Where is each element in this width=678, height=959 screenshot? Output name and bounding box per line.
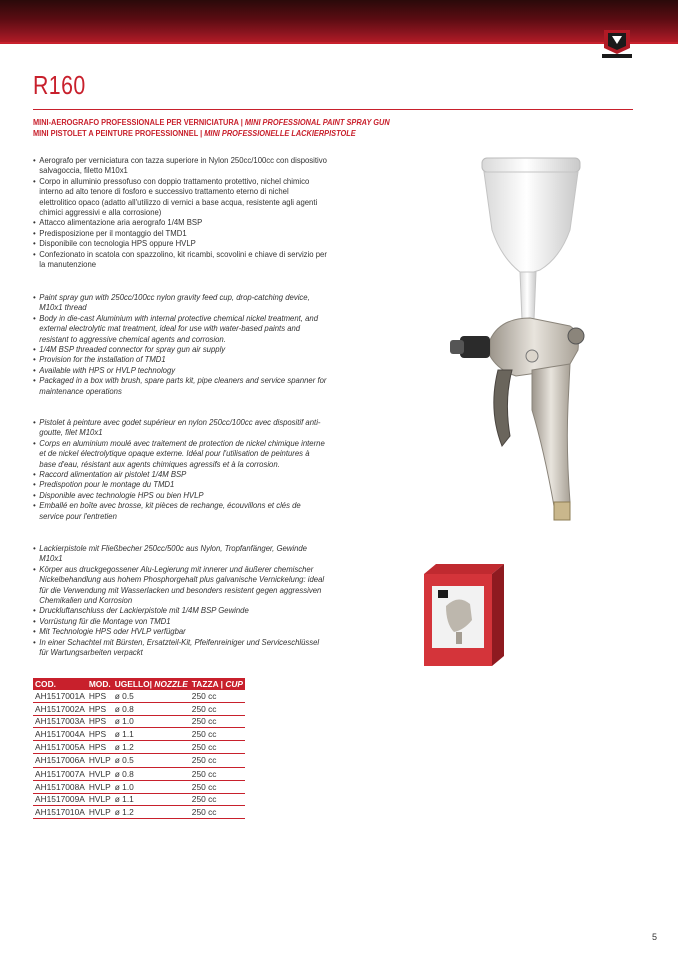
cell-cup: 250 cc — [190, 767, 245, 780]
feature-item: • Available with HPS or HVLP technology — [33, 365, 327, 375]
table-row — [33, 728, 245, 741]
cell-mod: HVLP — [88, 781, 111, 792]
table-row — [33, 690, 245, 702]
cell-cod: AH1517008A — [35, 781, 85, 792]
table-row — [33, 715, 245, 728]
cell-nozzle: ø 1.0 — [113, 780, 190, 793]
cell-cod: AH1517009A — [35, 794, 85, 805]
cell-nozzle: ø 0.5 — [113, 690, 190, 702]
cell-nozzle: ø 0.8 — [113, 702, 190, 715]
feature-item: • Predisposizione per il montaggio del TMD1 — [33, 228, 327, 238]
table-row — [33, 753, 245, 767]
header-bar — [0, 0, 678, 42]
cell-cup: 250 cc — [190, 690, 245, 702]
cell-mod: HVLP — [88, 807, 111, 818]
col-nozzle-it: UGELLO| — [114, 679, 155, 689]
col-nozzle-en: NOZZLE — [154, 679, 188, 689]
feature-item: • 1/4M BSP threaded connector for spray gun air supply — [33, 344, 327, 354]
cell-cod: AH1517007A — [35, 768, 85, 779]
table-row — [33, 793, 245, 806]
table-row — [33, 780, 245, 793]
feature-item: • Paint spray gun with 250cc/100cc nylon gravity feed cup, drop-catching device, M10x1 thread — [33, 292, 327, 313]
col-cup-en: CUP — [225, 679, 243, 689]
title-divider — [33, 109, 633, 110]
cell-cup: 250 cc — [190, 793, 245, 806]
feature-item: • Aerografo per verniciatura con tazza superiore in Nylon 250cc/100cc con dispositivo salvagoccia, filetto M10x1 — [33, 155, 327, 176]
feature-item: • Predispotion pour le montage du TMD1 — [33, 479, 327, 489]
cell-mod: HPS — [87, 702, 113, 715]
cell-cod: AH1517006A — [35, 755, 85, 766]
cell-nozzle: ø 1.1 — [113, 728, 190, 741]
table-row — [33, 741, 245, 754]
french-features — [33, 417, 360, 521]
subtitle-line1-it: MINI-AEROGRAFO PROFESSIONALE PER VERNICIATURA | — [33, 117, 245, 127]
feature-item: • Druckluftanschluss der Lackierpistole mit 1/4M BSP Gewinde — [33, 605, 327, 615]
feature-item: • In einer Schachtel mit Bürsten, Ersatzteil-Kit, Pfeifenreiniger und Serviceschlüssel für Wartungsarbeiten verpackt — [33, 637, 327, 658]
feature-item: • Raccord alimentation air pistolet 1/4M BSP — [33, 469, 327, 479]
col-cup-it: TAZZA | — [191, 679, 226, 689]
cell-cod: AH1517005A — [35, 742, 85, 753]
table-header-row — [33, 678, 245, 690]
feature-item: • Pistolet à peinture avec godet supérieur en nylon 250cc/100cc avec dispositif anti-goutte, filet M10x1 — [33, 417, 327, 438]
page-title: R160 — [33, 70, 86, 100]
feature-item: • Disponibile con tecnologia HPS oppure HVLP — [33, 238, 327, 248]
product-box-image — [418, 560, 508, 668]
cell-mod: HVLP — [88, 768, 111, 779]
cell-nozzle: ø 1.1 — [113, 793, 190, 806]
cell-cup: 250 cc — [190, 753, 245, 767]
feature-item: • Disponible avec technologie HPS ou bien HVLP — [33, 490, 327, 500]
feature-item: • Attacco alimentazione aria aerografo 1/4M BSP — [33, 217, 327, 227]
feature-item: • Packaged in a box with brush, spare parts kit, pipe cleaners and service spanner for maintenance operations — [33, 375, 327, 396]
product-subtitle — [33, 117, 394, 139]
spray-gun-image — [420, 150, 610, 530]
cell-mod: HPS — [87, 715, 113, 728]
english-features — [33, 292, 360, 396]
cell-cod: AH1517001A — [35, 690, 85, 701]
subtitle-line2-fr: MINI PISTOLET A PEINTURE PROFESSIONNEL | — [33, 128, 205, 138]
feature-item: • Confezionato in scatola con spazzolino, kit ricambi, scovolini e chiave di servizio per la manutenzione — [33, 249, 327, 270]
cell-cup: 250 cc — [190, 702, 245, 715]
col-cup — [190, 678, 245, 690]
cell-mod: HPS — [87, 728, 113, 741]
italian-features — [33, 155, 360, 269]
cell-cup: 250 cc — [190, 806, 245, 819]
brand-logo-icon — [600, 30, 634, 60]
subtitle-line1-en: MINI PROFESSIONAL PAINT SPRAY GUN — [244, 117, 390, 127]
cell-mod: HPS — [87, 741, 113, 754]
feature-item: • Corps en aluminium moulé avec traitement de protection de nickel chimique interne et de nickel électrolytique opaque externe. Idéal pour l'utilisation de peintures à base d'eau, résistant aux agents chimiques agressifs et à la corrosion. — [33, 438, 327, 469]
cell-mod: HPS — [87, 690, 113, 702]
table-row — [33, 702, 245, 715]
cell-nozzle: ø 1.0 — [113, 715, 190, 728]
cell-nozzle: ø 1.2 — [113, 806, 190, 819]
cell-mod: HVLP — [88, 794, 111, 805]
cell-nozzle: ø 0.8 — [113, 767, 190, 780]
cell-cup: 250 cc — [190, 715, 245, 728]
feature-item: • Mit Technologie HPS oder HVLP verfügbar — [33, 626, 327, 636]
feature-item: • Körper aus druckgegossener Alu-Legierung mit innerer und äußerer chemischer Nickelbehandlung aus hohem Phosphorgehalt plus galvanische Vernickelung: ideal für die Verwendung mit Wasserlacken und besonders resistent gegen aggressiven Chemikalien und Korrosion — [33, 564, 327, 606]
page-number: 5 — [652, 932, 658, 942]
feature-item: • Corpo in alluminio pressofuso con doppio trattamento protettivo, nichel chimico interno ad alto tenore di fosforo e successivo trattamento eterno di nichel elettrolitico opaco (adatto all'utilizzo di vernici a base acqua, resistente agli agenti chimici aggressivi e alla corrosione) — [33, 176, 327, 218]
cell-nozzle: ø 0.5 — [113, 753, 190, 767]
cell-cup: 250 cc — [190, 728, 245, 741]
cell-cod: AH1517002A — [35, 703, 85, 714]
cell-cod: AH1517004A — [35, 729, 85, 740]
feature-item: • Lackierpistole mit Fließbecher 250cc/500c aus Nylon, Tropfanfänger, Gewinde M10x1 — [33, 543, 327, 564]
col-cod: COD. — [33, 678, 87, 690]
cell-cod: AH1517003A — [35, 716, 85, 727]
table-row — [33, 767, 245, 780]
german-features — [33, 543, 360, 657]
cell-nozzle: ø 1.2 — [113, 741, 190, 754]
subtitle-line2-de: MINI PROFESSIONELLE LACKIERPISTOLE — [204, 128, 356, 138]
cell-cup: 250 cc — [190, 741, 245, 754]
cell-cod: AH1517010A — [35, 807, 85, 818]
feature-item: • Body in die-cast Aluminium with internal protective chemical nickel treatment, and external electrolytic mat treatment, ideal for use with water-based paints and resistant to aggressive chemical agents and corrosion. — [33, 313, 327, 344]
cell-mod: HVLP — [88, 755, 111, 766]
cell-cup: 250 cc — [190, 780, 245, 793]
table-row — [33, 806, 245, 819]
product-spec-table — [33, 678, 245, 819]
header-rule — [0, 42, 678, 44]
col-nozzle — [113, 678, 190, 690]
feature-item: • Emballé en boîte avec brosse, kit pièces de rechange, écouvillons et clés de service pour l'entretien — [33, 500, 327, 521]
col-mod: MOD. — [87, 678, 113, 690]
feature-item: • Provision for the installation of TMD1 — [33, 354, 327, 364]
feature-item: • Vorrüstung für die Montage von TMD1 — [33, 616, 327, 626]
